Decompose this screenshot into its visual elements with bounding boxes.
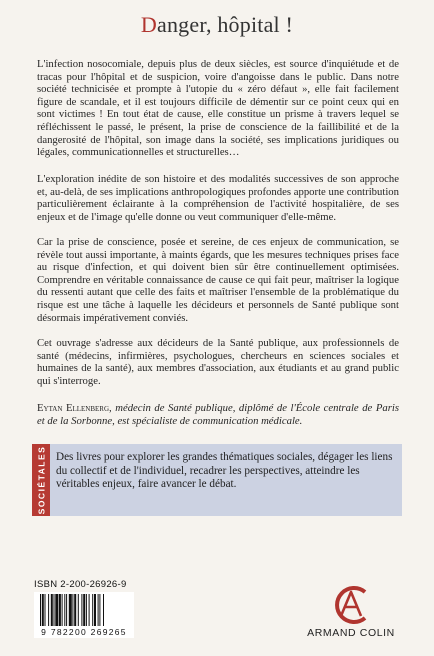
author-bio [37,402,399,427]
barcode-bar [86,594,87,626]
author-description: , médecin de Santé publique, diplômé de l'École centrale de Paris et de la Sorbonne, est spécialiste de communication médicale. [37,402,399,427]
barcode [34,592,134,638]
barcode-bar [92,594,93,626]
barcode-bar [78,594,79,626]
barcode-bar [54,594,55,626]
collection-description: Des livres pour explorer les grandes thématiques sociales, dégager les liens du collectif et de l'individuel, recadrer les perspectives, atteindre les véritables enjeux, faire avancer le débat. [56,451,393,491]
barcode-bar [94,594,96,626]
isbn-label: ISBN 2-200-26926-9 [34,579,127,590]
barcode-bar [59,594,61,626]
barcode-bar [48,594,49,626]
barcode-bar [98,594,99,626]
barcode-bar [62,594,63,626]
publisher-name: ARMAND COLIN [307,627,395,639]
barcode-bar [103,594,104,626]
barcode-bar [45,594,46,626]
barcode-bar [83,594,85,626]
collection-banner [32,444,402,516]
barcode-bar [55,594,58,626]
collection-tab [32,444,50,516]
barcode-bar [72,594,73,626]
barcode-bars [40,594,128,627]
blurb-paragraph-3: Car la prise de conscience, posée et sereine, de ces enjeux de communication, se révèle tout aussi importante, à maints égards, que les mesures techniques prises face au risque d'infection, et qui doivent bien sûr être continuellement optimisées. Comprendre en véritable connaissance de cause ce qui fait peur, maîtriser la logique du ressenti autant que celle des faits et maîtriser l'ensemble de la problématique du risque est une tâche à laquelle les décideurs et personnels de Santé publique sont désormais impérativement conviés. [37,236,399,324]
blurb-paragraph-4: Cet ouvrage s'adresse aux décideurs de la Santé publique, aux professionnels de santé (médecins, infirmières, psychologues, chercheurs en sciences sociales et humaines de la santé), aux membres d'association, aux étudiants et au grand public qui s'interroge. [37,337,399,387]
blurb-paragraph-2: L'exploration inédite de son histoire et des modalités successives de son approche et, au-delà, de ses implications anthropologiques profondes apporte une contribution particulièrement éclairante à la compréhension de l'activité hospitalière, de ses enjeux et de l'image qu'elle donne ou veut communiquer d'elle-même. [37,173,399,223]
barcode-bar [66,594,67,626]
barcode-bar [64,594,65,626]
barcode-bar [99,594,100,626]
barcode-bar [42,594,44,626]
title-initial: D [140,12,157,37]
barcode-bar [69,594,72,626]
barcode-bar [40,594,41,626]
author-name: Eytan Ellenberg [37,402,110,414]
book-title [0,12,434,38]
barcode-digits: 9 782200 269265 [41,627,127,637]
collection-tab-label: SOCIÉTALES [36,445,46,515]
barcode-bar [81,594,82,626]
armand-colin-logo-icon [329,583,373,627]
title-rest: anger, hôpital ! [156,12,294,37]
blurb-paragraph-1: L'infection nosocomiale, depuis plus de deux siècles, est source d'inquiétude et de tracas pour l'hôpital et de suspicion, voire d'angoisse dans le public. Dans notre société technicisée et prompte à l'utopie du « zéro défaut », elle fait facilement figure de scandale, et il est toujours difficile de démentir sur ce point ceux qui en sont victimes ! En tout état de cause, elle constitue un prisme à travers lequel se réfléchissent le passé, le présent, la prise de conscience de la faillibilité et de la dangerosité de l'hôpital, son image dans la société, ses implications juridiques ou légales, communicationnelles et structurelles… [37,58,399,159]
barcode-bar [89,594,90,626]
barcode-bar [51,594,53,626]
barcode-bar [74,594,76,626]
